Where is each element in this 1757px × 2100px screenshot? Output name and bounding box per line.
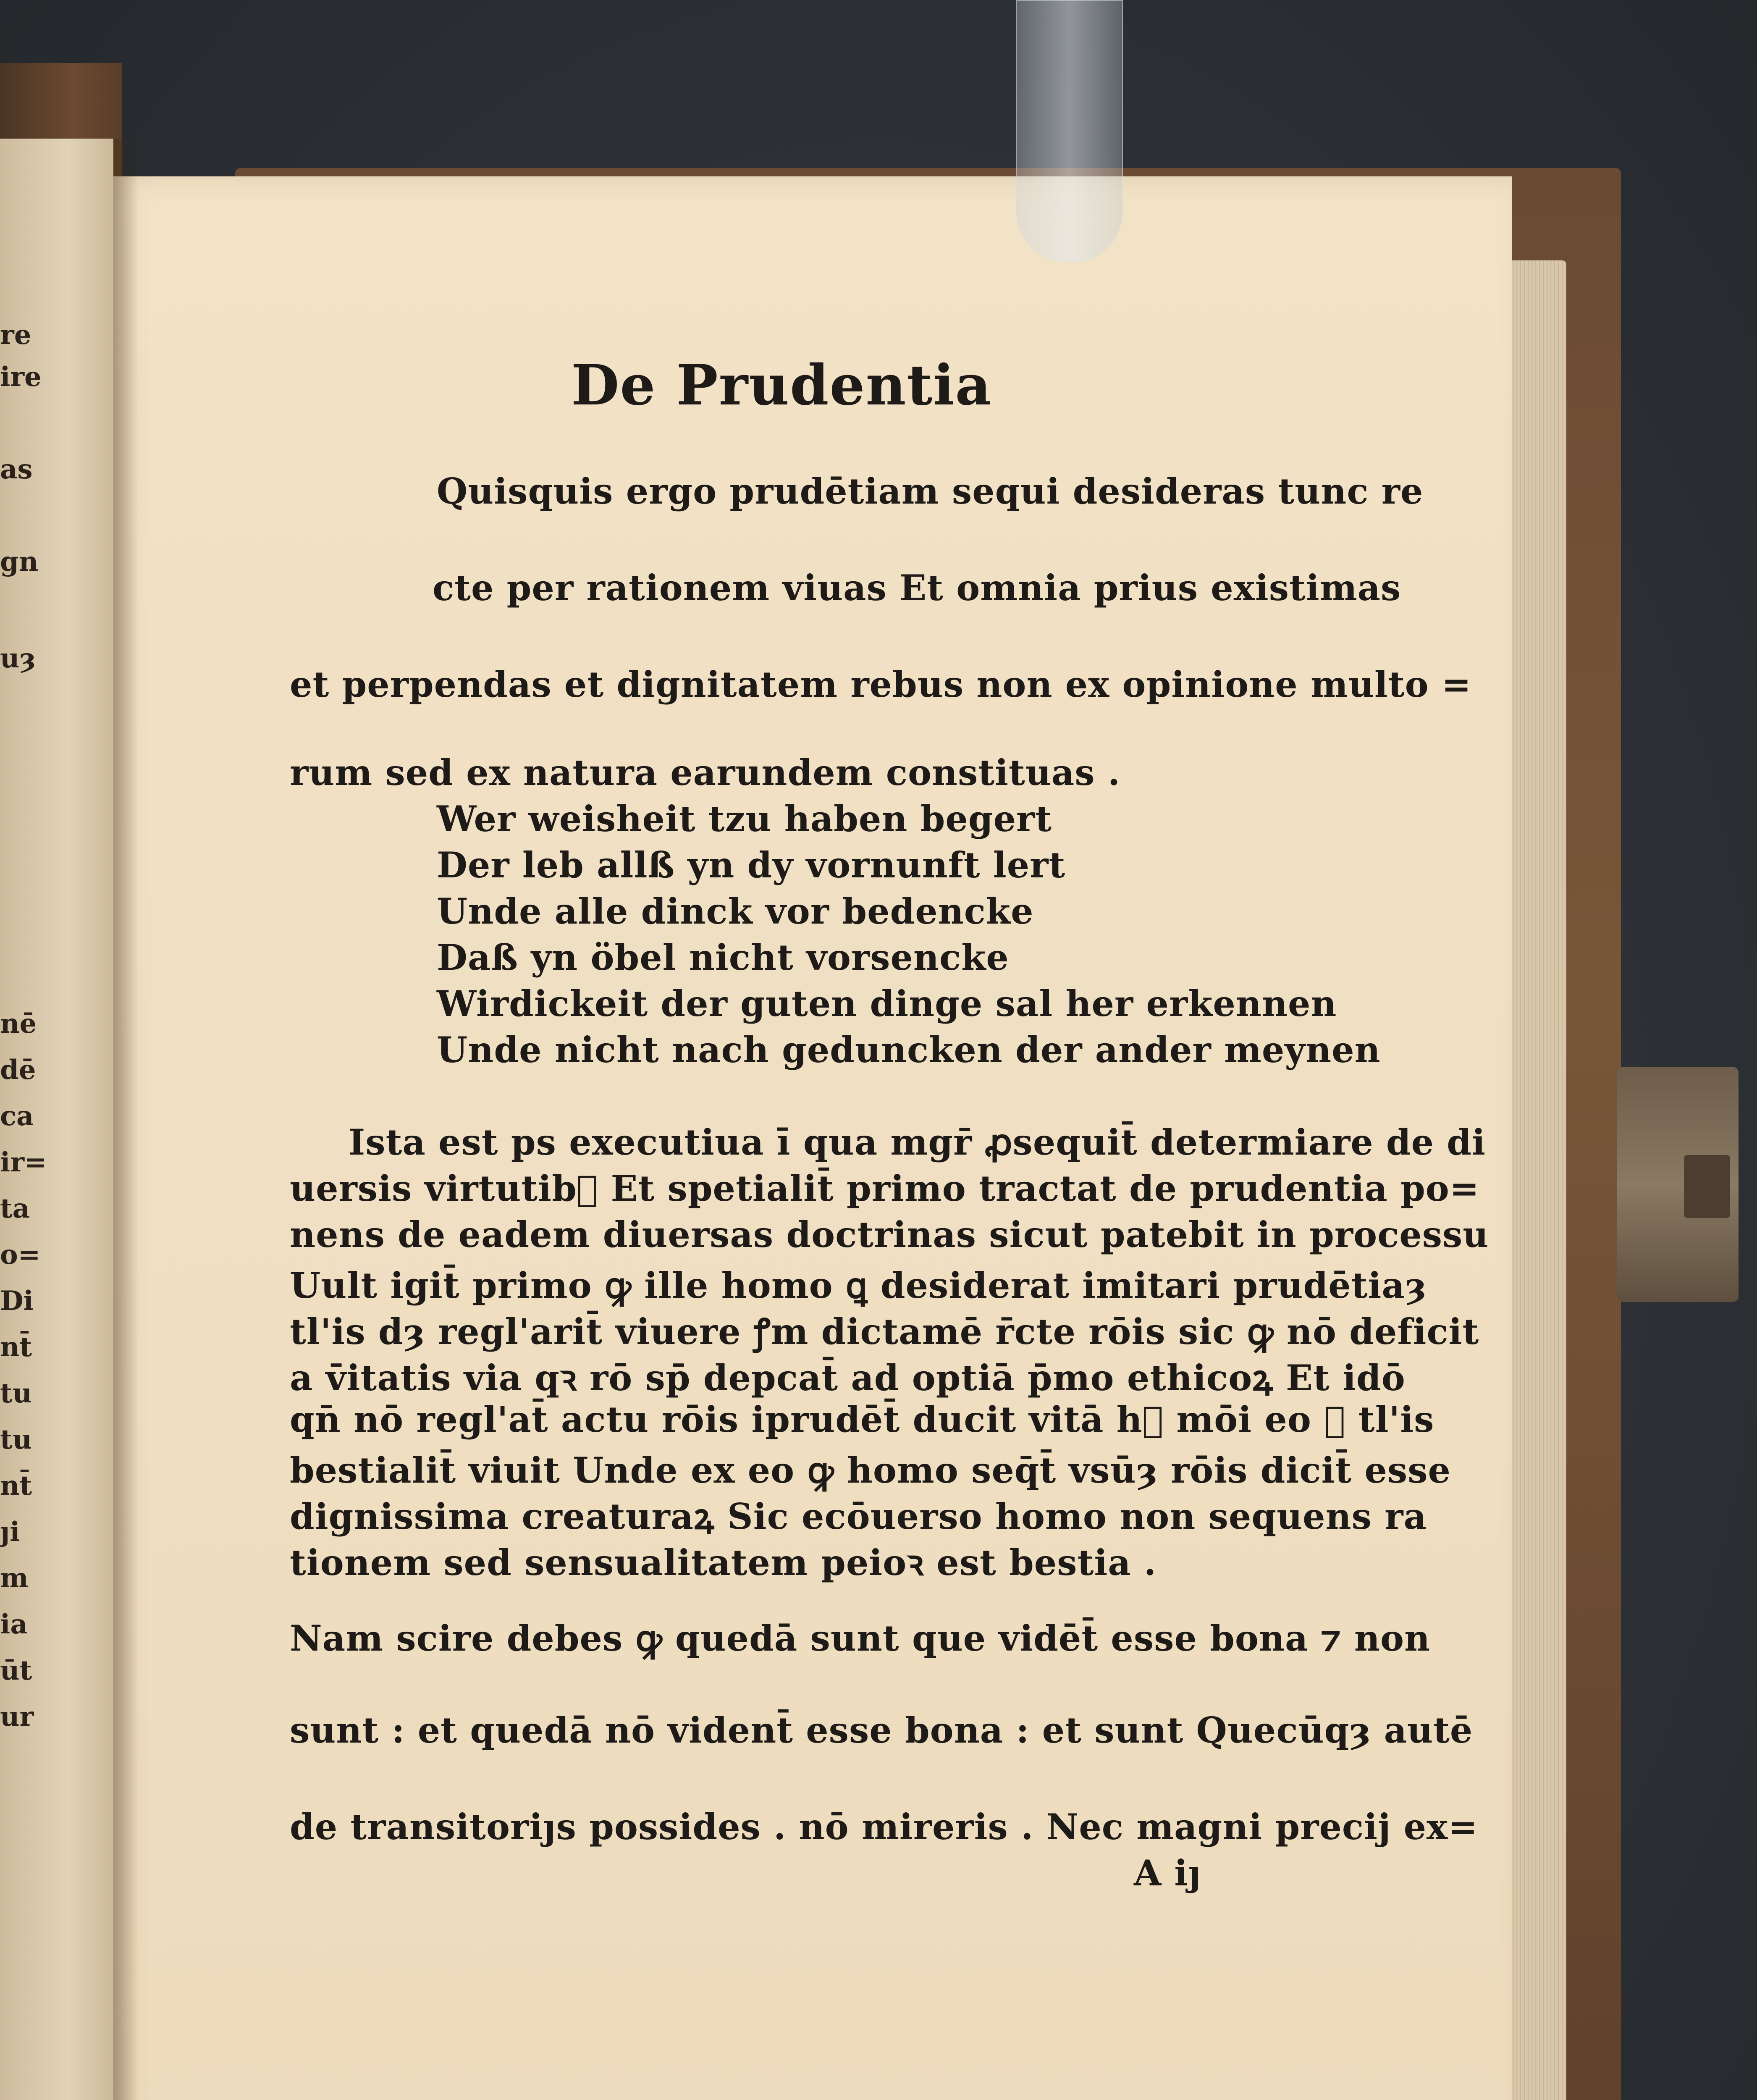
- latin-intro-line: et perpendas et dignitatem rebus non ex opinione multo =: [290, 664, 1472, 705]
- left-margin-fragment: tu: [0, 1378, 32, 1409]
- page-gutter-shadow: [113, 139, 139, 2100]
- latin-outro-line: sunt : et quedā nō vident̄ esse bona : et sunt Quecūqȝ autē: [290, 1709, 1473, 1751]
- latin-intro-line: rum sed ex natura earundem constituas .: [290, 752, 1121, 793]
- latin-outro-line: Nam scire debes ꝙ quedā sunt que vidēt̄ esse bona ⁊ non: [290, 1617, 1431, 1659]
- left-margin-fragment: dē: [0, 1054, 36, 1086]
- commentary-line: a v̄itatis via qꝛ rō sp̄ depcat̄ ad optiā p̄mo ethicoꝝ Et idō: [290, 1357, 1406, 1399]
- left-margin-fragment: ir=: [0, 1147, 47, 1178]
- commentary-line: nens de eadem diuersas doctrinas sicut patebit in processu: [290, 1214, 1489, 1255]
- commentary-line: Uult igit̄ primo ꝙ ille homo ꝗ desiderat imitari prudētiaȝ: [290, 1265, 1427, 1306]
- commentary-line: tl'is dȝ regl'arit̄ viuere ꝭm dictamē r̄cte rōis sic ꝙ nō deficit: [290, 1311, 1479, 1352]
- left-margin-fragment: Di: [0, 1285, 34, 1317]
- german-verse-line: Der leb allß yn dy vornunft lert: [437, 844, 1066, 886]
- german-verse-line: Daß yn öbel nicht vorsencke: [437, 937, 1009, 978]
- commentary-line: dignissima creaturaꝝ Sic ecōuerso homo non sequens ra: [290, 1496, 1427, 1537]
- left-margin-fragment: gn: [0, 546, 39, 578]
- left-margin-fragment: ca: [0, 1100, 34, 1132]
- left-margin-fragment: re: [0, 319, 31, 351]
- left-margin-fragment: ūt: [0, 1655, 32, 1686]
- page-heading: De Prudentia: [571, 353, 992, 418]
- left-margin-fragment: ire: [0, 361, 42, 393]
- left-margin-fragment: ȷi: [0, 1516, 20, 1548]
- clasp-latch: [1684, 1155, 1730, 1218]
- left-margin-fragment: uȝ: [0, 643, 36, 674]
- left-margin-fragment: ia: [0, 1609, 28, 1640]
- left-margin-fragment: o=: [0, 1239, 41, 1270]
- latin-intro-line: Quisquis ergo prudētiam sequi desideras tunc re: [437, 470, 1424, 512]
- left-margin-fragment: nt̄: [0, 1470, 32, 1502]
- left-margin-fragment: m: [0, 1562, 29, 1594]
- german-verse-line: Wirdickeit der guten dinge sal her erkennen: [437, 983, 1337, 1024]
- left-margin-fragment: nt̄: [0, 1331, 32, 1363]
- commentary-line: bestialit̄ viuit Unde ex eo ꝙ homo seq̄t̄ vsūȝ rōis dicit̄ esse: [290, 1449, 1451, 1491]
- book-page: [113, 176, 1512, 2100]
- latin-outro-line: de transitoriȷs possides . nō mireris . Nec magni precij ex=: [290, 1806, 1478, 1848]
- commentary-line: uersis virtutib᷒ Et spetialit̄ primo tractat de prudentia po=: [290, 1168, 1480, 1209]
- commentary-line: Ista est ps executiua ī qua mgr̄ ꝓsequit̄ determiare de di: [349, 1121, 1486, 1163]
- left-margin-fragment: as: [0, 454, 33, 485]
- signature-mark: A iȷ: [1134, 1852, 1201, 1894]
- german-verse-line: Unde nicht nach geduncken der ander meynen: [437, 1029, 1381, 1071]
- left-margin-fragment: nē: [0, 1008, 37, 1040]
- left-page: [0, 139, 113, 2100]
- german-verse-line: Unde alle dinck vor bedencke: [437, 890, 1034, 932]
- latin-intro-line: cte per rationem viuas Et omnia prius existimas: [433, 567, 1401, 609]
- left-margin-fragment: ta: [0, 1193, 30, 1224]
- left-margin-fragment: ur: [0, 1701, 34, 1732]
- german-verse-line: Wer weisheit tzu haben begert: [437, 798, 1052, 840]
- commentary-line: qn̄ nō regl'at̄ actu rōis iprudēt̄ ducit vitā h᷒ mōi eo ꝙ tl'is: [290, 1399, 1434, 1440]
- commentary-line: tionem sed sensualitatem peioꝛ est bestia .: [290, 1542, 1157, 1583]
- top-page-holder: [1016, 0, 1123, 262]
- left-margin-fragment: tu: [0, 1424, 32, 1455]
